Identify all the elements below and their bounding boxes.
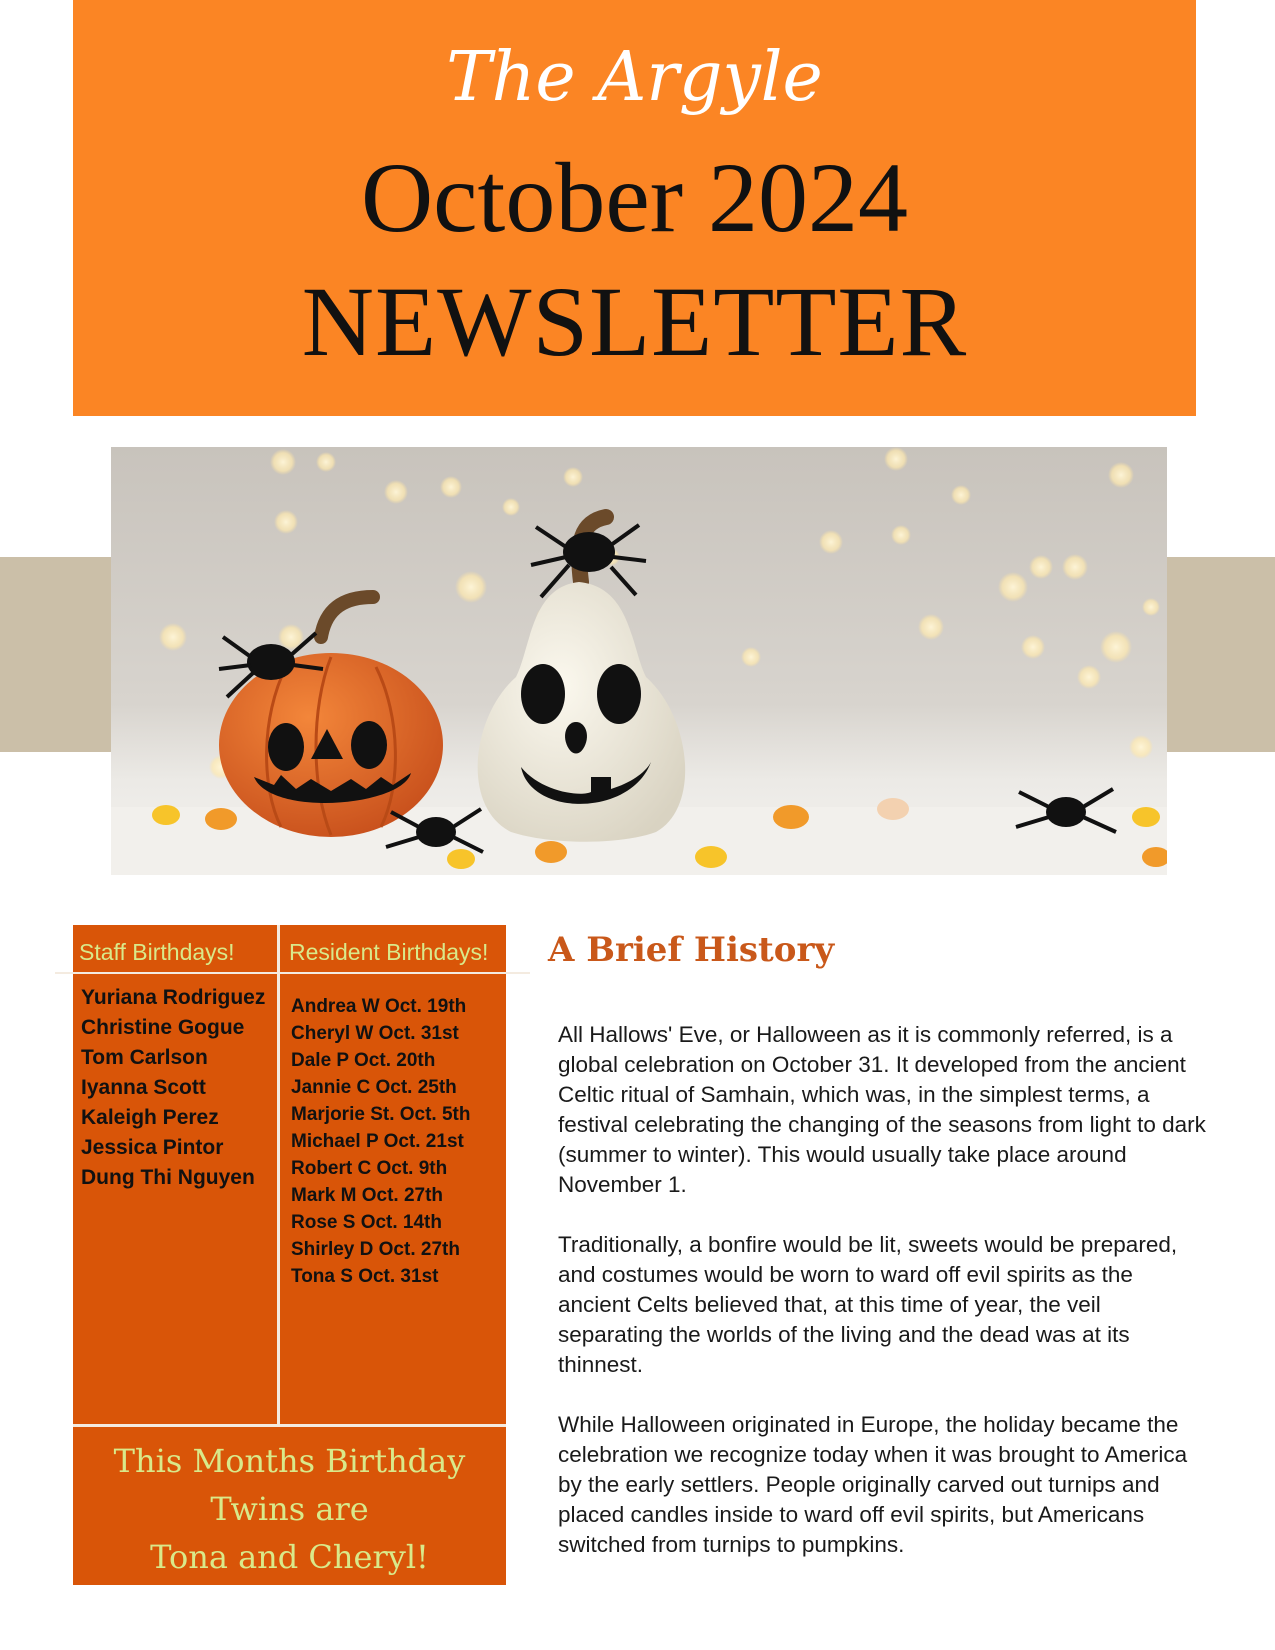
list-item: Dale P Oct. 20th: [291, 1050, 436, 1071]
list-item: Tona S Oct. 31st: [291, 1266, 439, 1287]
history-paragraph: Traditionally, a bonfire would be lit, sweets would be prepared, and costumes would be worn to ward off evil spirits as the ancient Celts believed that, at this time of year, the veil separating the worlds of the living and the dead was at its thinnest.: [558, 1232, 1178, 1377]
history-paragraph: While Halloween originated in Europe, the holiday became the celebration we recognize today when it was brought to America by the early settlers. People originally carved out turnips and placed candles inside to ward off evil spirits, but Americans switched from turnips to pumpkins.: [558, 1412, 1188, 1557]
list-item: Robert C Oct. 9th: [291, 1158, 448, 1179]
birthday-twins-note: [73, 1437, 506, 1581]
history-heading: A Brief History: [548, 930, 835, 970]
halloween-pumpkins-photo: [111, 447, 1167, 875]
staff-birthdays-heading: Staff Birthdays!: [79, 939, 235, 965]
list-item: Kaleigh Perez: [81, 1106, 219, 1129]
birthday-headings: [73, 925, 506, 973]
orange-pumpkin: [219, 597, 443, 837]
issue-month: October 2024: [360, 142, 909, 253]
twins-line: Twins are: [210, 1490, 369, 1528]
divider: [55, 972, 530, 974]
resident-birthday-list: [291, 993, 503, 1290]
list-item: Cheryl W Oct. 31st: [291, 1023, 459, 1044]
list-item: Yuriana Rodriguez: [81, 986, 266, 1009]
pumpkins-illustration: [111, 447, 1167, 875]
list-item: Marjorie St. Oct. 5th: [291, 1104, 471, 1125]
divider: [73, 1424, 506, 1427]
list-item: Iyanna Scott: [81, 1076, 206, 1099]
list-item: Christine Gogue: [81, 1016, 245, 1039]
list-item: Rose S Oct. 14th: [291, 1212, 442, 1233]
publication-name: The Argyle: [446, 38, 823, 117]
history-paragraph: All Hallows' Eve, or Halloween as it is commonly referred, is a global celebration on October 31. It developed from the ancient Celtic ritual of Samhain, which was, in the simplest terms, a festival celebrating the changing of the seasons from light to dark (summer to winter). This would usually take place around November 1.: [558, 1022, 1206, 1197]
white-pumpkin: [478, 517, 686, 842]
twins-line: Tona and Cheryl!: [150, 1538, 429, 1576]
masthead: [73, 0, 1196, 416]
list-item: Shirley D Oct. 27th: [291, 1239, 460, 1260]
list-item: Mark M Oct. 27th: [291, 1185, 444, 1206]
list-item: Tom Carlson: [81, 1046, 208, 1069]
resident-birthdays-heading: Resident Birthdays!: [289, 939, 489, 965]
list-item: Jannie C Oct. 25th: [291, 1077, 457, 1098]
list-item: Andrea W Oct. 19th: [291, 996, 467, 1017]
list-item: Jessica Pintor: [81, 1136, 224, 1159]
birthday-panel: [73, 925, 506, 1585]
newsletter-label: NEWSLETTER: [301, 266, 968, 377]
list-item: Dung Thi Nguyen: [81, 1166, 255, 1189]
staff-birthday-list: [81, 983, 271, 1193]
history-article: [558, 1020, 1208, 1590]
list-item: Michael P Oct. 21st: [291, 1131, 464, 1152]
twins-line: This Months Birthday: [113, 1442, 466, 1480]
divider: [277, 925, 280, 1426]
